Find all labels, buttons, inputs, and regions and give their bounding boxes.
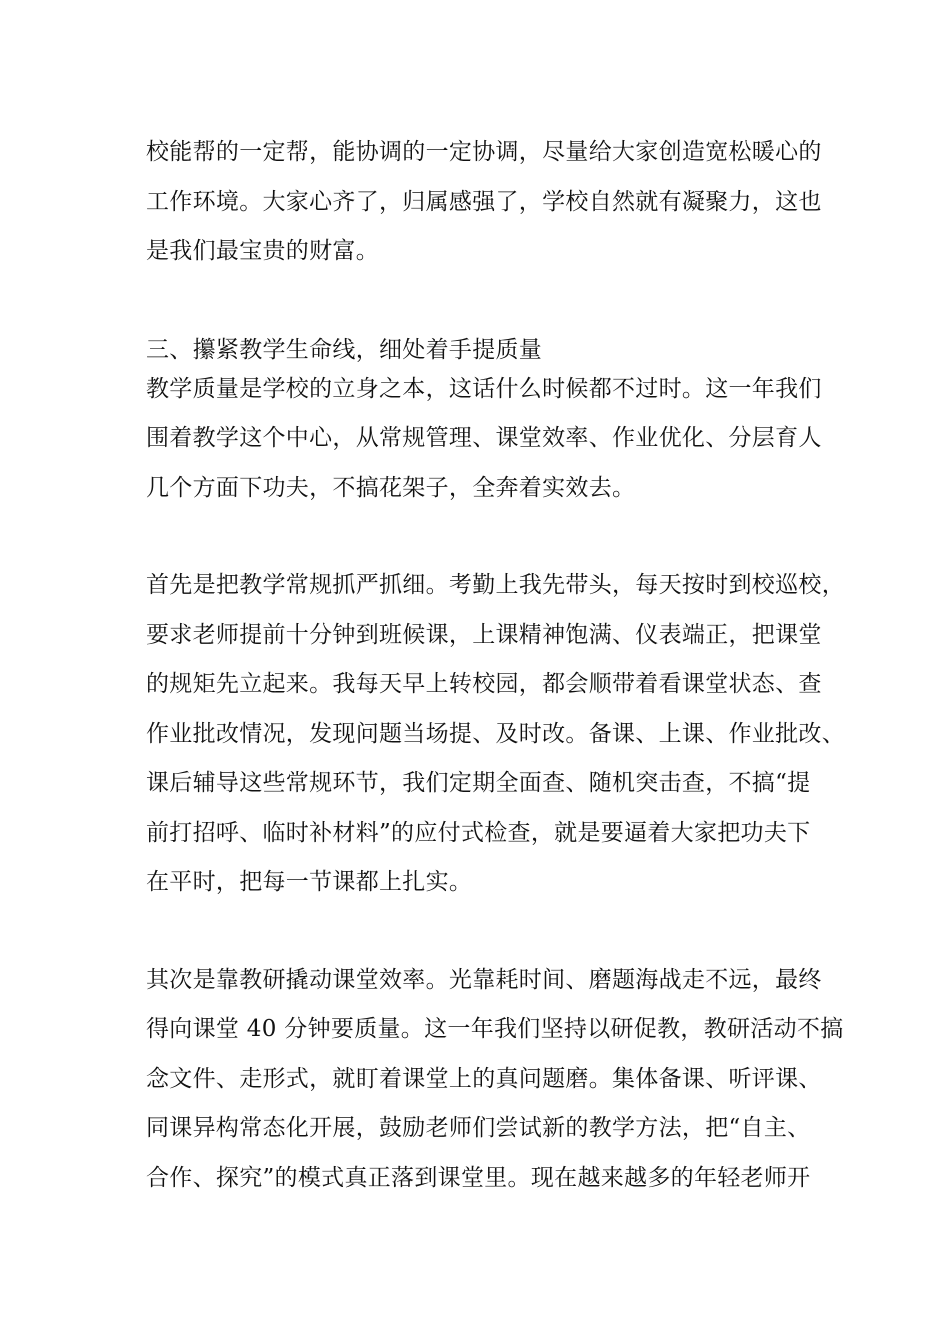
text-line: 要求老师提前十分钟到班候课，上课精神饱满、仪表端正，把课堂 — [146, 621, 822, 648]
text-line: 课后辅导这些常规环节，我们定期全面查、随机突击查，不搞“提 — [146, 770, 811, 796]
text-line: 几个方面下功夫，不搞花架子，全奔着实效去。 — [146, 474, 636, 501]
paragraph-spacer — [146, 513, 836, 561]
text-line: 作业批改情况，发现问题当场提、及时改。备课、上课、作业批改、 — [146, 720, 845, 747]
paragraph-3 — [146, 561, 845, 908]
document-page — [146, 128, 845, 1203]
paragraph-4 — [146, 956, 844, 1204]
paragraph-1 — [146, 128, 836, 277]
text-line: 校能帮的一定帮，能协调的一定协调，尽量给大家创造宽松暖心的 — [146, 139, 822, 165]
text-line: 其次是靠教研撬动课堂效率。光靠耗时间、磨题海战走不远，最终 — [146, 966, 822, 993]
paragraph-spacer — [146, 908, 836, 956]
text-line: 得向课堂 40 分钟要质量。这一年我们坚持以研促教，教研活动不搞 — [146, 1016, 844, 1042]
text-line: 在平时，把每一节课都上扎实。 — [146, 869, 473, 895]
paragraph-2 — [146, 365, 836, 514]
text-line: 工作环境。大家心齐了，归属感强了，学校自然就有凝聚力，这也 — [146, 188, 822, 215]
section-heading-3: 三、攥紧教学生命线，细处着手提质量 — [146, 336, 543, 363]
text-line: 是我们最宝贵的财富。 — [146, 238, 379, 264]
text-line: 同课异构常态化开展，鼓励老师们尝试新的教学方法，把“自主、 — [146, 1115, 811, 1141]
text-line: 念文件、走形式，就盯着课堂上的真问题磨。集体备课、听评课、 — [146, 1065, 822, 1092]
paragraph-spacer — [146, 277, 836, 325]
text-line: 合作、探究”的模式真正落到课堂里。现在越来越多的年轻老师开 — [146, 1164, 811, 1191]
text-line: 围着教学这个中心，从常规管理、课堂效率、作业优化、分层育人 — [146, 425, 822, 451]
text-line: 首先是把教学常规抓严抓细。考勤上我先带头，每天按时到校巡校， — [146, 572, 845, 598]
text-line: 前打招呼、临时补材料”的应付式检查，就是要逼着大家把功夫下 — [146, 819, 811, 846]
text-line: 的规矩先立起来。我每天早上转校园，都会顺带着看课堂状态、查 — [146, 671, 822, 697]
text-line: 教学质量是学校的立身之本，这话什么时候都不过时。这一年我们 — [146, 375, 822, 402]
